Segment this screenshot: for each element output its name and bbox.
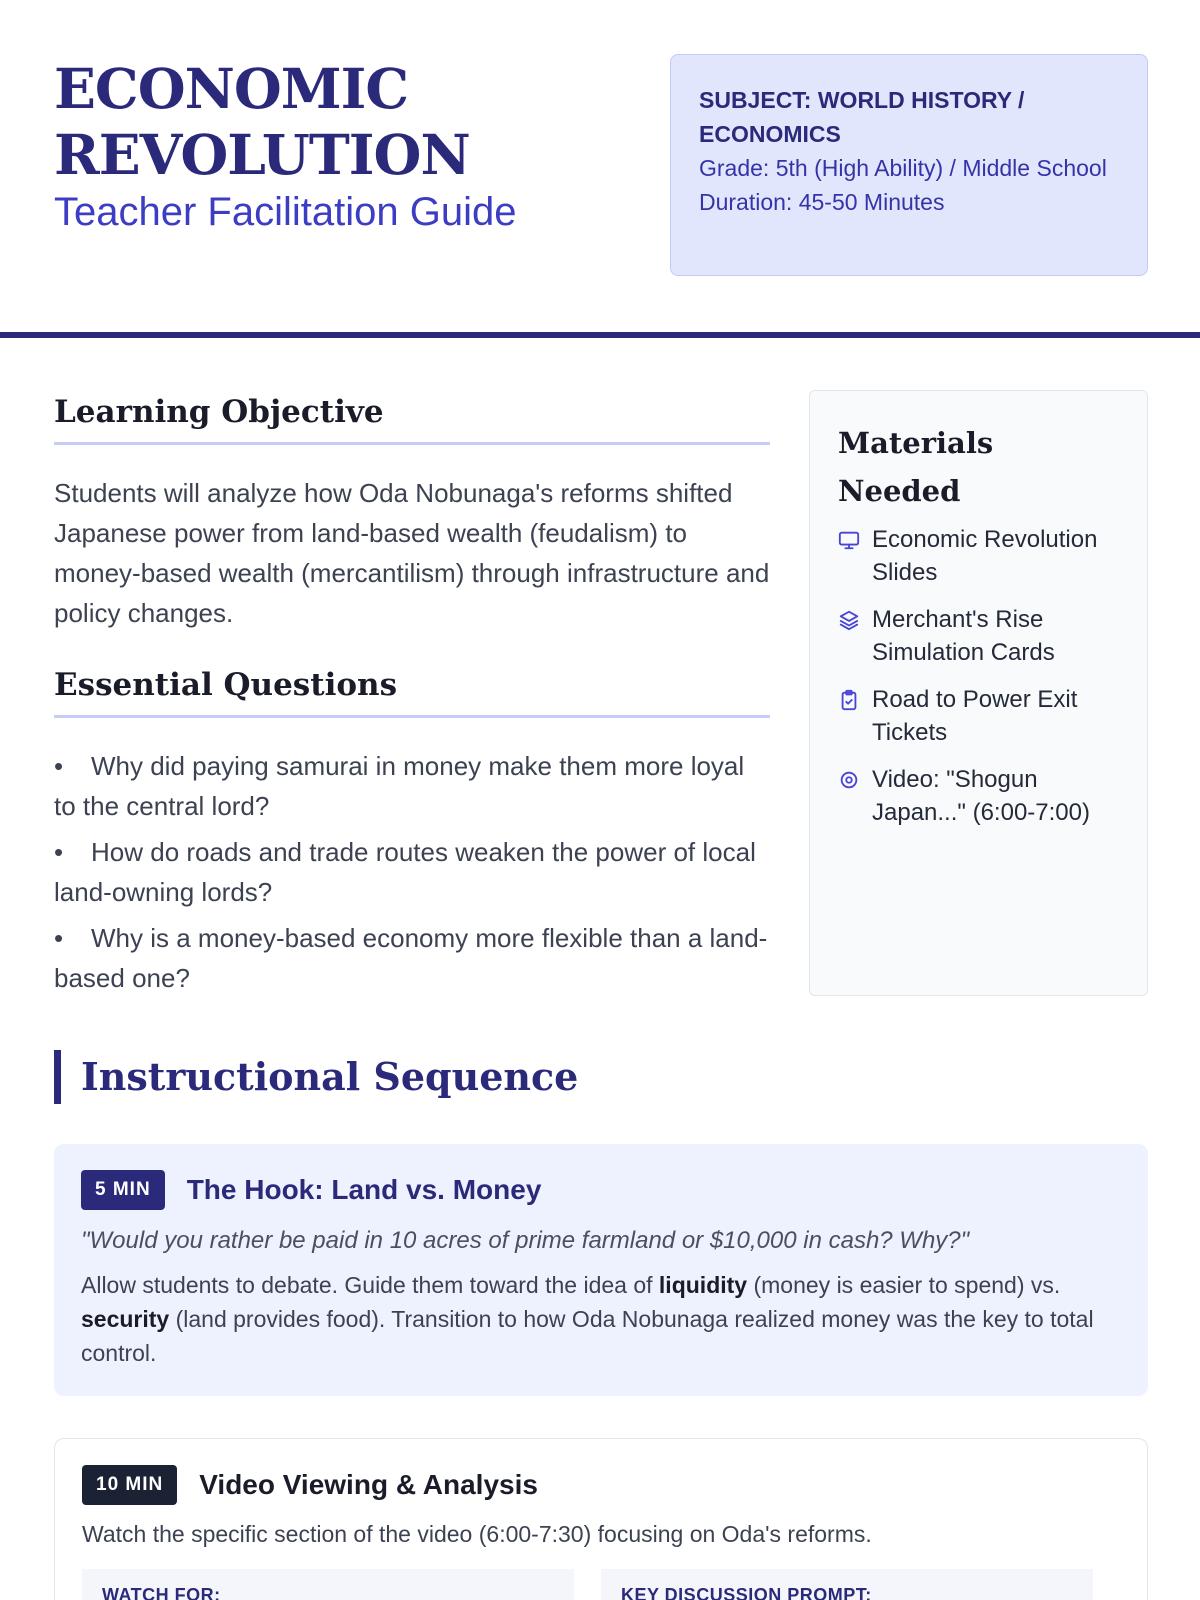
key-term: security <box>81 1306 170 1332</box>
instructional-sequence-heading: Instructional Sequence <box>81 1054 579 1099</box>
list-item <box>54 918 770 998</box>
essential-questions-heading: Essential Questions <box>54 663 770 718</box>
list-item <box>54 746 770 826</box>
page-subtitle: Teacher Facilitation Guide <box>54 190 517 234</box>
title-line-1: ECONOMIC <box>54 56 409 121</box>
page-title <box>54 56 470 188</box>
instructional-sequence-header <box>54 1050 578 1104</box>
clipboard-check-icon <box>838 689 860 711</box>
essential-questions-list <box>54 746 770 998</box>
monitor-icon <box>838 529 860 551</box>
material-item <box>838 603 1119 669</box>
objective-heading: Learning Objective <box>54 390 770 445</box>
material-label: Merchant's Rise Simulation Cards <box>872 606 1055 666</box>
video-disc-icon <box>838 769 860 791</box>
step-card-header <box>82 1465 1120 1505</box>
step-card-header <box>81 1170 1121 1210</box>
bullet-icon: • <box>54 923 64 953</box>
bullet-icon: • <box>54 751 64 781</box>
objective-text: Students will analyze how Oda Nobunaga's reforms shifted Japanese power from land-based wealth (feudalism) to money-based wealth (mercantilism) through infrastructure and policy changes. <box>54 478 770 628</box>
title-line-2: REVOLUTION <box>54 122 470 187</box>
page-header <box>0 0 1200 338</box>
discussion-prompt-label: KEY DISCUSSION PROMPT: <box>621 1585 872 1600</box>
material-label: Video: "Shogun Japan..." (6:00-7:00) <box>872 766 1090 826</box>
step-title: The Hook: Land vs. Money <box>186 1174 542 1205</box>
watch-for-label: WATCH FOR: <box>102 1585 221 1600</box>
material-label: Economic Revolution Slides <box>872 526 1098 586</box>
discussion-prompt-panel <box>601 1569 1093 1600</box>
meta-duration: Duration: 45-50 Minutes <box>699 189 945 215</box>
meta-subject: SUBJECT: WORLD HISTORY / ECONOMICS <box>699 87 1025 147</box>
layers-icon <box>838 609 860 631</box>
materials-panel <box>809 390 1148 996</box>
step-card-hook <box>54 1144 1148 1396</box>
duration-badge: 5 MIN <box>81 1170 165 1210</box>
material-item <box>838 763 1119 829</box>
duration-badge: 10 MIN <box>82 1465 177 1505</box>
step-description: Watch the specific section of the video (6:00-7:30) focusing on Oda's reforms. <box>82 1521 872 1547</box>
question-text: How do roads and trade routes weaken the power of local land-owning lords? <box>54 837 756 907</box>
material-label: Road to Power Exit Tickets <box>872 686 1078 746</box>
meta-grade: Grade: 5th (High Ability) / Middle School <box>699 155 1107 181</box>
material-item <box>838 523 1119 589</box>
main-column <box>54 390 770 1004</box>
body-text: Allow students to debate. Guide them toward the idea of <box>81 1272 659 1298</box>
materials-heading: Materials Needed <box>838 426 994 508</box>
step-title: Video Viewing & Analysis <box>199 1469 538 1500</box>
question-text: Why did paying samurai in money make them more loyal to the central lord? <box>54 751 745 821</box>
material-item <box>838 683 1119 749</box>
step-description <box>81 1268 1121 1370</box>
hook-quote: "Would you rather be paid in 10 acres of prime farmland or $10,000 in cash? Why?" <box>81 1227 970 1254</box>
lesson-meta-box <box>670 54 1148 276</box>
body-text: (money is easier to spend) vs. <box>747 1272 1061 1298</box>
key-term: liquidity <box>658 1272 748 1298</box>
body-text: (land provides food). Transition to how Oda Nobunaga realized money was the key to total control. <box>81 1306 1094 1366</box>
video-subpanels <box>82 1569 1120 1600</box>
bullet-icon: • <box>54 837 64 867</box>
question-text: Why is a money-based economy more flexible than a land-based one? <box>54 923 768 993</box>
step-card-video <box>54 1438 1148 1600</box>
list-item <box>54 832 770 912</box>
watch-for-panel <box>82 1569 574 1600</box>
